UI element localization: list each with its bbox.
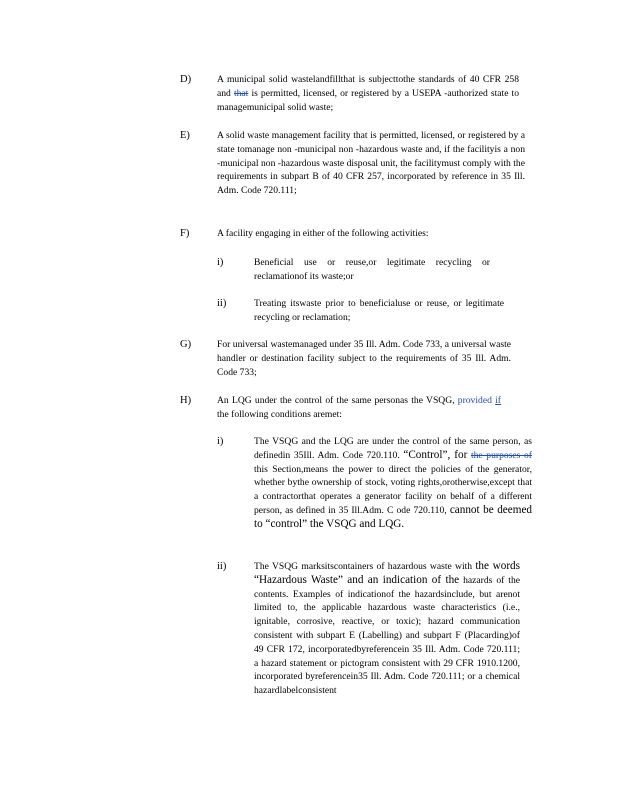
inserted-text: provided — [457, 395, 492, 406]
section-g-label: G) — [180, 339, 192, 350]
inserted-text: if — [495, 395, 501, 406]
section-f-text: A facility engaging in either of the following activities: — [217, 228, 429, 239]
section-d-text: A municipal solid wastelandfillthat is subjecttothe standards of 40 CFR 258 and that is permitted, licensed, or registered by a USEPA -authorized state to managemunicipal solid waste; — [217, 74, 520, 113]
section-h-text: An LQG under the control of the same personas the VSQG, provided if the following conditions aremet: — [217, 395, 501, 420]
section-f-ii-label: ii) — [217, 298, 227, 309]
section-h-ii-label: ii) — [217, 561, 227, 572]
deleted-text: the purposes of — [470, 449, 532, 461]
section-f-i-text: Beneficial use or reuse,or legitimate recycling or reclamationof its waste;or — [254, 257, 490, 282]
section-f-label: F) — [180, 228, 190, 239]
section-e-label: E) — [180, 130, 190, 141]
section-f-ii-text: Treating itswaste prior to beneficialuse or reuse, or legitimate recycling or reclamation; — [254, 298, 504, 323]
section-d-label: D) — [180, 74, 192, 85]
section-h-i-label: i) — [217, 436, 224, 447]
section-h-ii-text: The VSQG marksitscontainers of hazardous waste with the words “Hazardous Waste” and an indication of the hazards of the contents. Examples of indicationof the hazardsinclude, but arenot limited to, the applicable hazardous waste characteristics (i.e., ignitable, corrosive, reactive, or toxic); hazard communication consistent with subpart E (Labelling) and subpart F (Placarding)of 49 CFR 172, incorporatedbyreferencein 35 Ill. Adm. Code 720.111; a hazard statement or pictogram consistent with 29 CFR 1910.1200, incorporated byreferencein35 Ill. Adm. Code 720.111; or a chemical hazardlabelconsistent — [254, 560, 520, 697]
section-f-i-label: i) — [217, 257, 224, 268]
deleted-text: that — [233, 87, 249, 99]
section-h-i-text: The VSQG and the LQG are under the control of the same person, as definedin 35Ill. Adm. Code 720.110. “Control”, for the purposes of this Section,means the power to direct the policies of the generator, whether bythe ownership of stock, voting rights,orotherwise,except that a contractorthat operates a generator facility on behalf of a different person, as defined in 35 Ill.Adm. C ode 720.110, cannot be deemed to “control” the VSQG and LQG. — [254, 436, 533, 530]
section-e-text: A solid waste management facility that is permitted, licensed, or registered by a state tomanage non -municipal non -hazardous waste and, if the facilityis a non -municipal non -hazardous waste disposal unit, the facilitymust comply with the requirements in subpart B of 40 CFR 257, incorporated by reference in 35 Ill. Adm. Code 720.111; — [217, 130, 525, 197]
section-g-text: For universal wastemanaged under 35 Ill. Adm. Code 733, a universal waste handler or destination facility subject to the requirements of 35 Ill. Adm. Code 733; — [217, 339, 511, 378]
section-h-label: H) — [180, 395, 192, 406]
